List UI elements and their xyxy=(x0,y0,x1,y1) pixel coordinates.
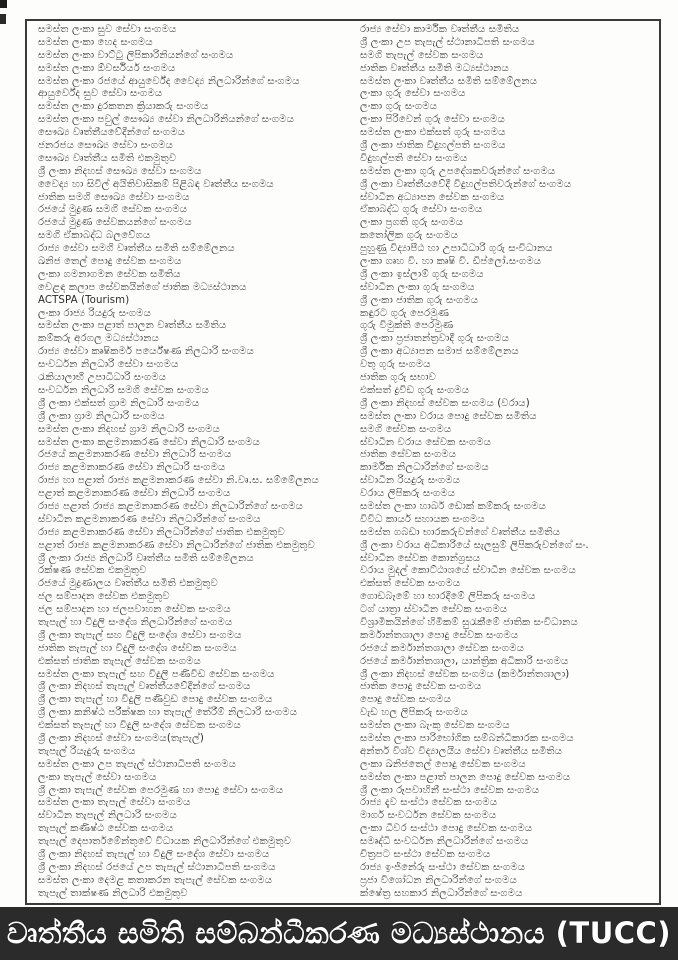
union-list-item: ටග් යාත්‍රා ස්වාධීන සේවක සංගමය xyxy=(360,604,508,616)
union-list-item: සංවර්ධන නිලධාරි සේවා සංගමය xyxy=(38,359,179,371)
union-list-item: වතු ගුරු සංගමය xyxy=(360,359,431,371)
union-list-item: ශ්‍රී ලංකා රූපවාහිනී සංස්ථා සේවක සංගමය xyxy=(360,784,540,796)
union-list-item: සංවර්ධන නිලධාරි සමගි සේවක සංගමය xyxy=(38,384,210,396)
union-list-item: ලංකා තැපැල් සේවා සංගමය xyxy=(38,771,157,783)
union-list-item: ලංකා ගෘහ වි. හා කෘෂි වි. ඩිප්ලෝ.සංගමය xyxy=(360,256,542,268)
union-list-item: ජනරජය සෞඛ්‍ය සේවා සංගමය xyxy=(38,140,173,152)
union-list-item: ශ්‍රී ලංකා නිදහස් සෞඛ්‍ය සේවා සංගමය xyxy=(38,165,202,177)
union-list-item: වරාය ලිපිකරු සංගමය xyxy=(360,488,456,500)
union-list-item: සමස්ත ලංකා සුව සේවා සංගමය xyxy=(38,24,177,35)
union-list-item: ස්වාධීන රියදුරු සංගමය xyxy=(360,475,461,487)
union-list-item: කර්මාන්තශාලා පොදු සේවක සංගමය xyxy=(360,629,519,641)
union-list-item: විදුහල්පති සේවා සංගමය xyxy=(360,152,468,164)
union-list-item: ස්වාධීන ලංකා ගුරු සංගමය xyxy=(360,281,475,293)
union-list-item: සමස්ත ලංකා වාට්ටු ලිපිකාරිනියන්ගේ සංගමය xyxy=(38,49,234,61)
union-list-item: ස්වාධීන සේවක කොන්ග්‍රසය xyxy=(360,552,481,564)
union-list-item: තැපැල් දෙපාර්තමේන්තුවේ විධායක නිලධාරින්ගේ එකමුතුව xyxy=(38,836,292,848)
union-list-item: සමෘද්ධි සංවර්ධන නිලධාරින්ගේ සංගමය xyxy=(360,836,529,848)
union-list-item: සමස්ත ලංකා පාරිභෝගික සම්බන්ධීකාරක සංගමය xyxy=(360,732,574,744)
union-list-item: තැපැල් තාක්ෂණ නිලධාරි එකමුතුව xyxy=(38,887,188,899)
union-list-item: සමස්ත ගබඩා භාරකරුවන්ගේ වෘත්තීය සමිතිය xyxy=(360,526,561,538)
union-list-item: සමස්ත ලංකා හෙද සංගමය xyxy=(38,36,153,48)
union-list-item: එක්සත් ජාතික තැපැල් සේවක සංගමය xyxy=(38,655,201,667)
union-list-item: රජයේ කර්මාන්තශාලා සේවක සංගමය xyxy=(360,642,525,654)
union-list-item: පළාත් රාජ්‍ය කළමනාකරණ සේවා නිලධාරින්ගේ ජාතික එකමුතුව xyxy=(38,539,315,551)
union-list-item: වරාය මුදල් කොට්ඨාශයේ ස්වාධීන සේවක සංගමය xyxy=(360,565,576,577)
union-list-item: ශ්‍රී ලංකා රාජ්‍ය නිලධාරි වෘත්තීය සමිති සම්මේලනය xyxy=(38,552,254,564)
union-list-item: ශ්‍රී ලංකා තැපැල් හා විදුලි පණිවුඩ පොදු සේවක සංගමය xyxy=(38,694,273,706)
union-list-item: තැපැල් කණිෂ්ඨ සේවක සංගමය xyxy=(38,823,174,835)
union-list-item: ස්වාධීන කළමනාකරණ සේවා නිලධාරින්ගේ සංගමය xyxy=(38,513,261,525)
union-list-item: ජාතික සමගි සෞඛ්‍ය සේවා සංගමය xyxy=(38,191,190,203)
union-list-item: ශ්‍රී ලංකා ජාතික විදුහල්පති සංගමය xyxy=(360,140,506,152)
union-list-item: සමස්ත ලංකා ඕවර්සියර් සංගමය xyxy=(38,62,176,74)
footer-banner xyxy=(0,907,678,960)
scan-artifact xyxy=(0,14,6,24)
union-list-item: සමස්ත ලංකා තැපැල් සහ විදුලි පණිවිඩ සේවක සංගමය xyxy=(38,668,275,680)
union-list-item: ගුරු විමුක්ති පෙරමුණ xyxy=(360,320,454,332)
union-list-item: ස්වාධීන තැපැල් නිලධාරි සංගමය xyxy=(38,810,177,822)
union-list-item: තැපැල් හා විදුලි සංදේශ නිලධාරින්ගේ සංගමය xyxy=(38,616,233,628)
union-list-item: ලංකා ප්‍රගති ගුරු සංගමය xyxy=(360,217,464,229)
union-list-item: ජාතික සේවක සංගමය xyxy=(360,449,457,461)
union-list-item: සමස්ත ලංකා ගුරු උපදේශකවරුන්ගේ සංගමය xyxy=(360,165,556,177)
union-list-item: ආයුර්වේද සුව සේවා සංගමය xyxy=(38,88,163,100)
union-list-item: රාජ්‍ය කළමනාකරණ සේවා නිලධාරින්ගේ ජාතික එකමුතුව xyxy=(38,526,285,538)
union-list-item: රජයේ කර්මාන්තශාලා, යාන්ත්‍රික අධිකාරි සංගමය xyxy=(360,655,569,667)
union-list-item: විවිධ කාර්ය සහායක සංගමය xyxy=(360,513,485,525)
union-list-item: ශ්‍රී ලංකා උප තැපැල් ස්ථානාධිපති සංගමය xyxy=(360,36,535,48)
union-list-item: කම්කරු අරගල මධ්‍යස්ථානය xyxy=(38,333,160,345)
union-list-item: රජයේ මුද්‍රණ සමගි සේවක සංගමය xyxy=(38,204,188,216)
union-list-item: ස්වාධීන වරාය සේවක සංගමය xyxy=(360,436,492,448)
union-list-item: පොදු සේවක සංගමය xyxy=(360,694,451,706)
union-list-item: සමස්ත ලංකා බැංකු සේවක සංගමය xyxy=(360,720,510,732)
union-list-item: සමස්ත ලංකා නිදහස් ග්‍රාම නිලධාරි සංගමය xyxy=(38,423,220,435)
union-list-item: ලංකා ගුරු සංගමය xyxy=(360,101,438,113)
union-list-box xyxy=(25,19,661,905)
union-list-item: සමස්ත ලංකා දුරකතන ක්‍රියාකරු සංගමය xyxy=(38,101,209,113)
union-list-item: ලංකා පිරිවෙන් ගුරු සේවා සංගමය xyxy=(360,114,505,126)
union-list-item: රාජ්‍ය දැව සංස්ථා සේවක සංගමය xyxy=(360,797,498,809)
union-list-item: ශ්‍රී ලංකා ග්‍රාම නිලධාරි සංගමය xyxy=(38,410,165,422)
scan-artifact xyxy=(0,0,7,8)
union-list-item: රාජ්‍ය සේවා කෘෂිකර්ම පර්යේෂණ නිලධාරි සංගමය xyxy=(38,346,254,358)
union-list-item: විශ්‍රාමිකයින්ගේ හිමිකම් සුරැකීමේ ජාතික සංවිධානය xyxy=(360,616,578,628)
union-list-item: පුහුණු විද්‍යාපීඨ හා උපාධිධාරි ගුරු සංවිධානය xyxy=(360,243,553,255)
union-list-column-right xyxy=(350,24,659,903)
union-list-item: ශ්‍රී ලංකා නිදහස් රජයේ උප තැපැල් ස්ථානාධිපති සංගමය xyxy=(38,861,276,873)
union-list-item: සමස්ත ලංකා පවුල් සෞඛ්‍ය සේවා නිලධාරිනියන්ගේ සංගමය xyxy=(38,114,295,126)
union-list-item: වෙළඳ කලාප සේවකයින්ගේ ජාතික මධ්‍යස්ථානය xyxy=(38,281,247,293)
union-list-item: සමස්ත ලංකා වෘත්තීය සමිති සම්මේලනය xyxy=(360,75,538,87)
union-list-item: සෞඛ්‍ය වෘත්තීය සමිති එකමුතුව xyxy=(38,152,177,164)
union-list-item: එක්සත් සේවක සංගමය xyxy=(360,578,461,590)
union-list-item: ශ්‍රී ලංකා කනිෂ්ඨ පරීක්ෂක හා තැපැල් තේරීම් නිලධාරි සංගමය xyxy=(38,707,298,719)
union-list-item: ජල සම්පාදන හා ජලපවාහන සේවක සංගමය xyxy=(38,604,231,616)
union-list-item: ජාතික තැපැල් හා විදුලි සංදේශ සේවක සංගමය xyxy=(38,642,237,654)
union-list-item: ලංකා ධීවර සංස්ථා පොදු සේවක සංගමය xyxy=(360,823,533,835)
union-list-item: රජයේ මුද්‍රණ සේවකයන්ගේ සංගමය xyxy=(38,217,192,229)
union-list-item: සමස්ත ලංකා රජයේ ආයුර්වේද වෛද්‍ය නිලධාරින්ගේ සංගමය xyxy=(38,75,300,87)
union-list-item: අන්තර් විශ්ව විද්‍යාලයීය සේවා වෘත්තීය සමිතිය xyxy=(360,745,563,757)
union-list-item: ශ්‍රී ලංකා නිදහස් තැපැල් හා විදුලි සංදේශ සේවා සංගමය xyxy=(38,849,270,860)
union-list-item: සමස්ත ලංකා වරාය පොදු සේවක සමිතිය xyxy=(360,410,537,422)
union-list-item: තැපැල් රියැදුරු සංගමය xyxy=(38,745,136,757)
union-list-item: ශ්‍රී ලංකා නිදහස් සේවක සංගමය (වරාය) xyxy=(360,397,530,409)
union-list-item: රාජ්‍ය සේවා කාර්මික වෘත්තීය සමිතිය xyxy=(360,24,520,35)
union-list-item: මාර්ග සංවර්ධන සේවක සංගමය xyxy=(360,810,497,822)
union-list-item: සමස්ත ලංකා උප තැපැල් ස්ථානාධිපති සංගමය xyxy=(38,758,237,770)
union-list-item: ශ්‍රී ලංකා එක්සත් ග්‍රාම නිලධාරි සංගමය xyxy=(38,397,200,409)
union-list-item: ජාතික වෘත්තීය සමිති මධ්‍යස්ථානය xyxy=(360,62,509,74)
union-list-item: රාජ්‍ය හා පළාත් රාජ්‍ය කළමනාකරණ සේවා නි.වෘ.ස. සම්මේලනය xyxy=(38,475,319,487)
union-list-item: සමගි ඒකාබද්ධ බලවේගය xyxy=(38,230,151,242)
union-list-item: රක්ෂණ සේවක එකමුතුව xyxy=(38,565,147,577)
union-list-item: රාජ්‍ය පළාත් රාජ්‍ය කළමනාකරණ සේවා නිලධාරින්ගේ සංගමය xyxy=(38,500,304,512)
union-list-item: සමස්ත ලංකා එක්සත් ගුරු සංගමය xyxy=(360,127,506,139)
union-list-item: ගොඩබෑමේ හා භාරදීමේ ලිපිකරු සංගමය xyxy=(360,591,536,603)
union-list-item: ලංකා ගුරු සේවා සංගමය xyxy=(360,88,466,100)
union-list-item: ශ්‍රී ලංකා අධ්‍යාපන සමාජ සම්මේලනය xyxy=(360,346,519,358)
union-list-item: සමස්ත ලංකා පළාත් පාලන පොදු සේවක සංගමය xyxy=(360,771,571,783)
union-list-item: සමස්ත ලංකා කළමනාකරණ සේවා නිලධාරි සංගමය xyxy=(38,436,260,448)
union-list-item: ශ්‍රී ලංකා වෘත්තීයවේදී විදුහල්පතිවරුන්ගේ සංගමය xyxy=(360,178,572,190)
union-list-column-left xyxy=(38,24,350,903)
union-list-item: ලංකා ගමනාගමන සේවක සමිතිය xyxy=(38,268,181,280)
union-list-item: වෛද්‍ය හා සිවිල් අයිතිවාසිකම් පිළිබඳ වෘත්තීය සංගමය xyxy=(38,178,274,190)
union-list-item: ලංකා ඛනිජතෙල් පොදු සේවක සංගමය xyxy=(360,758,526,770)
union-list-item: පළාත් කළමනාකරණ සේවා නිලධාරි සංගමය xyxy=(38,488,231,500)
union-list-item: ජාතික ගුරු සභාව xyxy=(360,372,437,384)
union-list-item: ලංකා රාජ්‍ය රියදුරු සංගමය xyxy=(38,307,152,319)
union-list-item: ඒකාබද්ධ ගුරු සේවා සංගමය xyxy=(360,204,483,216)
union-list-item: ACTSPA (Tourism) xyxy=(38,294,130,306)
union-list-item: කඳුරට ගුරු පෙරමුණ xyxy=(360,307,450,319)
footer-title: වෘත්තීය සමිති සම්බන්ධීකරණ මධ්‍යස්ථානය (TUCC) xyxy=(6,916,672,950)
union-list-item: ප්‍රජා විශෝධන නිලධාරින්ගේ සංගමය xyxy=(360,874,517,886)
union-list-item: ශ්‍රී ලංකා ඉස්ලාම් ගුරු සංගමය xyxy=(360,268,484,280)
union-list-item: වැඩ හල ලිපිකරු සංගමය xyxy=(360,707,469,719)
union-list-item: ජල සම්පාදන සේවක එකමුතුව xyxy=(38,591,170,603)
union-list-item: චිත්‍රපට සංස්ථා සේවක සංගමය xyxy=(360,849,491,860)
union-list-item: ජාතික පොදු සේවක සංගමය xyxy=(360,681,482,693)
union-list-item: සමස්ත ලංකා දෙමළ කතාකරන තැපැල් සේවක සංගමය xyxy=(38,874,273,886)
union-list-item: රජයේ කළමනාකරණ සේවා නිලධාරි සංගමය xyxy=(38,449,232,461)
union-list-item: ශ්‍රී ලංකා තැපැල් සහ විදුලි සංදේශ සේවා සංගමය xyxy=(38,629,242,641)
union-list-item: එක්සත් ද්‍රවිඩ ගුරු සංගමය xyxy=(360,384,470,396)
union-list-item: කාර්මික නිලධාරින්ගේ සංගමය xyxy=(360,462,489,474)
union-list-item: ශ්‍රී ලංකා නිදහස් තැපැල් වෘත්තීයවේදීන්ගේ සංගමය xyxy=(38,681,251,693)
union-list-item: කතෝලික ගුරු සංගමය xyxy=(360,230,459,242)
union-list-item: ශ්‍රී ලංකා නිදහස් සේවා සංගමය(තැපැල්) xyxy=(38,732,204,744)
union-list-item: සමගි තැපැල් සේවක සංගමය xyxy=(360,49,484,61)
union-list-item: ශ්‍රී ලංකා ජාතික ගුරු සංගමය xyxy=(360,294,479,306)
union-list-item: ඛනිජ තෙල් පොදු සේවක සංගමය xyxy=(38,256,182,268)
union-list-item: ශ්‍රී ලංකා නිදහස් සේවක සංගමය (කර්මාන්තශාලා) xyxy=(360,668,570,680)
union-list-item: එක්සත් තැපැල් හා විදුලි සංදේශ සේවක සංගමය xyxy=(38,720,241,732)
union-list-item: රාජ්‍ය සේවා සමගි වෘත්තීය සමිති සම්මේලනය xyxy=(38,243,235,255)
union-list-item: රාජ්‍ය ඉංජිනේරු සංස්ථා සේවක සංගමය xyxy=(360,861,526,873)
union-list-item: සමගි සේවක සංගමය xyxy=(360,423,452,435)
union-list-item: සමස්ත ලංකා පළාත් පාලන වෘත්තීය සමිතිය xyxy=(38,320,227,332)
union-list-item: ශ්‍රී ලංකා ප්‍රජාතන්ත්‍රවාදී ගුරු සංගමය xyxy=(360,333,510,345)
union-list-item: රැකියාලාභී උපාධිධාරි සංගමය xyxy=(38,372,167,384)
union-list-item: සමස්ත ලංකා හාබර් ඩොක් කම්කරු සංගමය xyxy=(360,500,546,512)
union-list-item: රාජ්‍ය කළමනාකරණ සේවා නිලධාරි සංගමය xyxy=(38,462,226,474)
union-list-item: ශ්‍රී ලංකා තැපැල් සේවක පෙරමුණ හා පොදු සේවා සංගමය xyxy=(38,784,284,796)
union-list-item: ස්වාධීන අධ්‍යාපන සේවක සංගමය xyxy=(360,191,505,203)
union-list-item: රජයේ මුද්‍රණාලය වෘත්තීය සමිති එකමුතුව xyxy=(38,578,218,590)
union-list-item: ක්ෂේත්‍ර සහකාර නිලධාරින්ගේ සංගමය xyxy=(360,887,523,899)
union-list-item: ශ්‍රී ලංකා වරාය අධිකාරියේ සැලසුම් ලිපිකරුවන්ගේ සං. xyxy=(360,539,589,551)
union-list-item: සමස්ත ලංකා තැපැල් සේවා සංගමය xyxy=(38,797,191,809)
union-list-item: සෞඛ්‍ය වෘත්තීයවේදීන්ගේ සංගමය xyxy=(38,127,186,139)
